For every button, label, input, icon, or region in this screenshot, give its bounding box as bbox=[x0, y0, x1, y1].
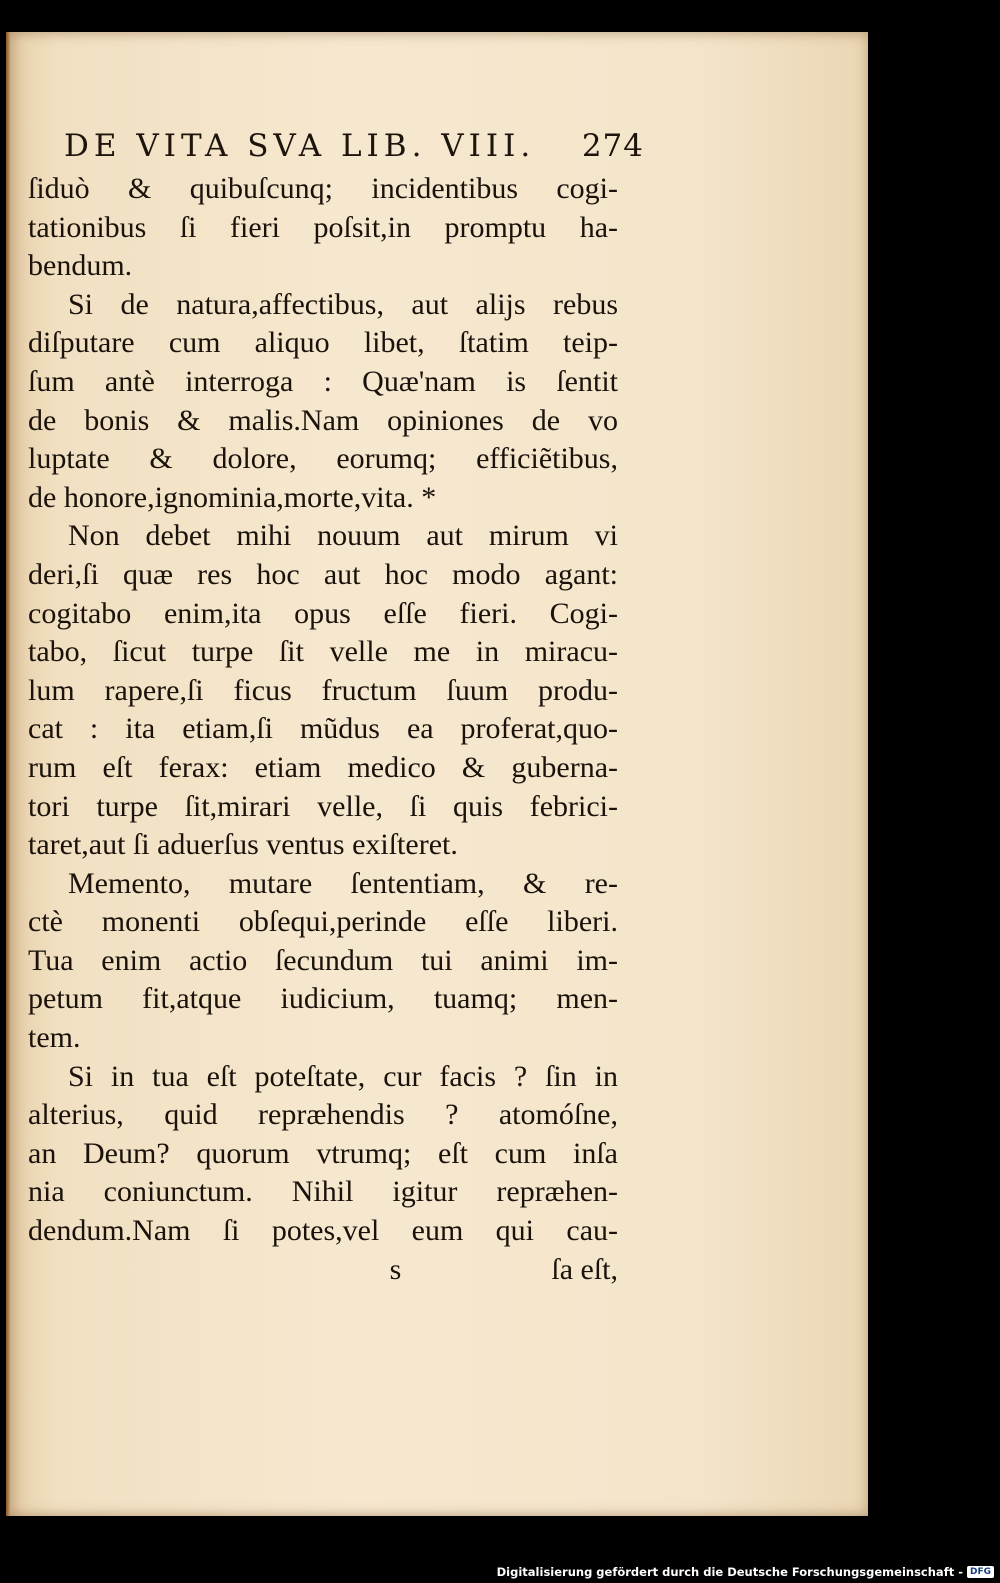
text-line: nia coniunctum. Nihil igitur repræhen- bbox=[28, 1175, 618, 1209]
dfg-logo-icon: DFG bbox=[967, 1566, 994, 1578]
text-line: petum fit,atque iudicium, tuamq; men- bbox=[28, 982, 618, 1016]
text-line: tori turpe ſit,mirari velle, ſi quis febrici- bbox=[28, 789, 618, 823]
catchword-line bbox=[28, 1251, 618, 1290]
text-line: ſum antè interroga : Quæ'nam is ſentit bbox=[28, 364, 618, 398]
text-line: luptate & dolore, eorumq; efficiẽtibus, bbox=[28, 442, 618, 476]
credit-text: Digitalisierung gefördert durch die Deutsche Forschungsgemeinschaft - bbox=[496, 1564, 963, 1579]
text-line: an Deum? quorum vtrumq; eſt cum inſa bbox=[28, 1136, 618, 1170]
page-header bbox=[64, 128, 644, 164]
text-line: Memento, mutare ſententiam, & re- bbox=[68, 866, 618, 900]
text-line: de honore,ignominia,morte,vita. * bbox=[28, 480, 437, 514]
text-line: Si in tua eſt poteſtate, cur facis ? ſin in bbox=[68, 1059, 618, 1093]
catchword: ſa eſt, bbox=[551, 1252, 618, 1286]
text-line: tem. bbox=[28, 1021, 81, 1055]
digitization-credit bbox=[496, 1560, 1000, 1583]
text-line: de bonis & malis.Nam opiniones de vo bbox=[28, 403, 618, 437]
book-page bbox=[6, 32, 868, 1516]
text-line: Non debet mihi nouum aut mirum vi bbox=[68, 519, 618, 553]
text-line: ctè monenti obſequi,perinde eſſe liberi. bbox=[28, 905, 618, 939]
text-line: bendum. bbox=[28, 249, 133, 283]
signature-mark: s bbox=[389, 1252, 402, 1286]
text-line: Tua enim actio ſecundum tui animi im- bbox=[28, 943, 618, 977]
text-line: alterius, quid repræhendis ? atomóſne, bbox=[28, 1098, 618, 1132]
text-line: tabo, ſicut turpe ſit velle me in miracu- bbox=[28, 635, 618, 669]
text-line: Si de natura,affectibus, aut alijs rebus bbox=[68, 287, 618, 321]
text-line: ſiduò & quibuſcunq; incidentibus cogi- bbox=[28, 172, 618, 205]
page-gutter-edge bbox=[6, 32, 10, 1516]
text-line: diſputare cum aliquo libet, ſtatim teip- bbox=[28, 326, 618, 360]
text-line: tationibus ſi fieri poſsit,in promptu ha- bbox=[28, 210, 618, 244]
text-line: deri,ſi quæ res hoc aut hoc modo agant: bbox=[28, 557, 618, 591]
folio-number: 274 bbox=[581, 128, 644, 164]
text-line: dendum.Nam ſi potes,vel eum qui cau- bbox=[28, 1214, 618, 1248]
text-line: lum rapere,ſi ficus fructum ſuum produ- bbox=[28, 673, 618, 707]
body-text bbox=[28, 170, 618, 1289]
text-line: cogitabo enim,ita opus eſſe fieri. Cogi- bbox=[28, 596, 618, 630]
text-line: rum eſt ferax: etiam medico & guberna- bbox=[28, 750, 618, 784]
running-title: DE VITA SVA LIB. VIII. bbox=[64, 128, 536, 164]
text-line: cat : ita etiam,ſi mũdus ea proferat,quo- bbox=[28, 712, 618, 746]
text-line: taret,aut ſi aduerſus ventus exiſteret. bbox=[28, 828, 458, 862]
